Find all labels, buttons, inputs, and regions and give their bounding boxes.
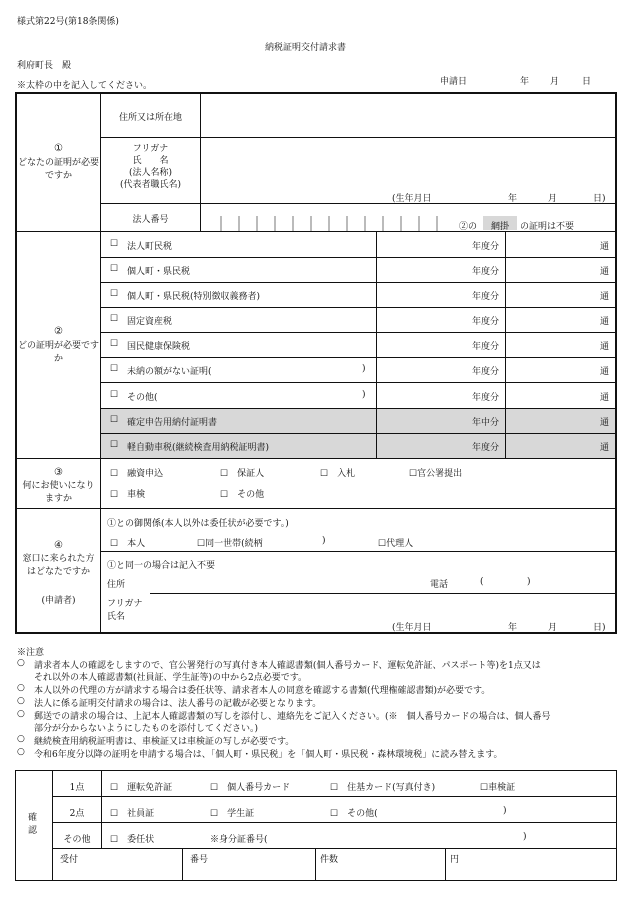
relation-close-paren: ) [322, 536, 326, 546]
section-4-number: ④ [54, 540, 63, 551]
confirm-my-number-card[interactable]: ☐ 個人番号カード [210, 783, 291, 793]
section-2-number: ② [54, 326, 63, 337]
birth-month: 月 [548, 194, 558, 204]
checkbox[interactable]: ☐ [110, 364, 119, 374]
purpose-bid[interactable]: ☐ 入札 [320, 469, 356, 479]
certificate-label: 個人町・県民税 [127, 267, 191, 277]
section-1-number: ① [54, 143, 63, 154]
note-bullet: ○ [17, 709, 25, 719]
confirm-row-2-head: 2点 [69, 809, 85, 819]
count-label: 通 [600, 267, 610, 277]
section-2-heading: どの証明が必要ですか [17, 341, 99, 364]
confirm-id-number-close: ) [523, 832, 527, 842]
count-label: 通 [600, 367, 610, 377]
applicant-name-label: 氏名 [107, 612, 126, 622]
purpose-other[interactable]: ☐ その他 [220, 490, 265, 500]
confirm-other-close: ) [503, 806, 507, 816]
applicant-birth-year: 年 [508, 623, 518, 633]
furigana-label: フリガナ [132, 144, 169, 154]
confirm-student-id[interactable]: ☐ 学生証 [210, 809, 255, 819]
checkbox[interactable]: ☐ [110, 339, 119, 349]
confirm-resident-card[interactable]: ☐ 住基カード(写真付き) [330, 783, 436, 793]
count-label: 通 [600, 443, 610, 453]
note-bullet: ○ [17, 696, 25, 706]
applicant-birth-day: 日) [593, 623, 606, 633]
yen-label: 円 [450, 855, 460, 865]
purpose-loan[interactable]: ☐ 融資申込 [110, 469, 164, 479]
form-title: 納税証明交付請求書 [265, 43, 347, 53]
applicant-address-label: 住所 [107, 580, 126, 590]
certificate-label: 国民健康保険税 [127, 342, 191, 352]
address-label: 住所又は所在地 [118, 113, 182, 123]
corp-name-label: (法人名称) [128, 168, 173, 178]
applicant-birth-month: 月 [548, 623, 558, 633]
checkbox[interactable]: ☐ [110, 440, 119, 450]
shading-note-highlight: 網掛 [490, 222, 509, 232]
request-date-label: 申請日 [440, 77, 468, 87]
birth-day: 日) [593, 194, 606, 204]
shading-note-prefix: ②の [459, 222, 478, 232]
period-label: 年度分 [472, 393, 500, 403]
note-line: 令和6年度分以降の証明を申請する場合は、「個人町・県民税」を「個人町・県民税・森林環境税」に読み替えます。 [34, 750, 503, 760]
applicant-address-field[interactable] [135, 570, 425, 590]
confirm-employee-id[interactable]: ☐ 社員証 [110, 809, 155, 819]
section-4-heading: 窓口に来られた方はどなたですか [22, 554, 95, 577]
certificate-label: 軽自動車税(継続検査用納税証明書) [127, 443, 270, 453]
confirm-id-number[interactable]: ※身分証番号( [210, 835, 268, 845]
name-label: 氏 名 [132, 156, 169, 166]
name-label-block [101, 143, 200, 191]
confirm-vehicle-certificate[interactable]: ☐車検証 [480, 783, 516, 793]
note-bullet: ○ [17, 683, 25, 693]
certificate-label: その他( [127, 393, 158, 403]
confirm-other[interactable]: ☐ その他( [330, 809, 378, 819]
section-1-heading: どなたの証明が必要ですか [17, 158, 99, 181]
birth-label: (生年月日 [392, 194, 432, 204]
note-line: 法人に係る証明交付請求の場合は、法人番号の記載が必要となります。 [34, 699, 322, 709]
applicant-furigana-label: フリガナ [107, 599, 143, 609]
period-label: 年度分 [472, 317, 500, 327]
relation-same-household[interactable]: ☐同一世帯(続柄 [197, 539, 263, 549]
request-date-day: 日 [582, 77, 592, 87]
form-number: 様式第22号(第18条関係) [17, 17, 119, 27]
note-bullet: ○ [17, 734, 25, 744]
purpose-vehicle-inspection[interactable]: ☐ 車検 [110, 490, 146, 500]
reception-label: 受付 [60, 855, 79, 865]
certificate-label: 個人町・県民税(特別徴収義務者) [127, 292, 261, 302]
period-label: 年度分 [472, 342, 500, 352]
period-label: 年中分 [472, 418, 500, 428]
period-label: 年度分 [472, 242, 500, 252]
checkbox[interactable]: ☐ [110, 390, 119, 400]
purpose-guarantor[interactable]: ☐ 保証人 [220, 469, 265, 479]
representative-label: (代表者職氏名) [119, 180, 182, 190]
address-field[interactable] [201, 94, 615, 137]
note-line: それ以外の本人確認書類(社員証、学生証等)の中から2点必要です。 [34, 673, 308, 683]
certificate-label: 確定申告用納付証明書 [127, 418, 218, 428]
request-date-month: 月 [550, 77, 560, 87]
birth-year: 年 [508, 194, 518, 204]
number-label: 番号 [190, 855, 209, 865]
count-label: 通 [600, 342, 610, 352]
period-label: 年度分 [472, 267, 500, 277]
note-line: 本人以外の代理の方が請求する場合は委任状等、請求者本人の同意を確認する書類(代理権確認書類)が必要です。 [34, 686, 491, 696]
same-as-1-note: ①と同一の場合は記入不要 [107, 561, 216, 571]
phone-close-paren: ) [527, 577, 531, 587]
applicant-phone-label: 電話 [430, 580, 449, 590]
relation-self[interactable]: ☐ 本人 [110, 539, 146, 549]
note-bullet: ○ [17, 747, 25, 757]
period-label: 年度分 [472, 367, 500, 377]
applicant-name-field[interactable] [152, 595, 614, 617]
certificate-label: 未納の額がない証明( [127, 367, 212, 377]
checkbox[interactable]: ☐ [110, 264, 119, 274]
instruction: ※太枠の中を記入してください。 [17, 81, 153, 91]
section-4-sub: (申請者) [41, 596, 76, 606]
confirm-power-of-attorney[interactable]: ☐ 委任状 [110, 835, 155, 845]
relation-agent[interactable]: ☐代理人 [378, 539, 414, 549]
confirm-row-3-head: その他 [63, 835, 91, 845]
count-label: 通 [600, 242, 610, 252]
period-label: 年度分 [472, 292, 500, 302]
shading-note-suffix: の証明は不要 [520, 222, 575, 232]
checkbox[interactable]: ☐ [110, 314, 119, 324]
confirm-row-1-head: 1点 [69, 783, 85, 793]
relation-label: ①との御関係(本人以外は委任状が必要です。) [107, 519, 289, 529]
section-3-number: ③ [54, 467, 63, 478]
note-line: 請求者本人の確認をしますので、官公署発行の写真付き本人確認書類(個人番号カード、運転免許証、パスポート等)を1点又は [34, 661, 541, 671]
corp-number-label: 法人番号 [132, 215, 169, 225]
notes-heading: ※注意 [17, 648, 45, 658]
phone-open-paren: ( [480, 577, 484, 587]
section-3-heading: 何にお使いになりますか [22, 481, 95, 504]
corp-number-field[interactable] [201, 204, 453, 231]
note-line: 部分が分からないようにしたものを添付してください。) [34, 724, 259, 734]
applicant-birth-label: (生年月日 [392, 623, 432, 633]
certificate-label: 法人町民税 [127, 242, 173, 252]
checkbox[interactable]: ☐ [110, 289, 119, 299]
name-field[interactable] [201, 138, 615, 188]
applicant-phone-field[interactable] [486, 570, 526, 590]
note-line: 郵送での請求の場合は、上記本人確認書類の写しを添付し、連絡先をご記入ください。(※ 個人番号カードの場合は、個人番号 [34, 712, 551, 722]
checkbox[interactable]: ☐ [110, 415, 119, 425]
note-bullet: ○ [17, 658, 25, 668]
checkbox[interactable]: ☐ [110, 239, 119, 249]
period-label: 年度分 [472, 443, 500, 453]
corp-number-digit-boxes [201, 204, 453, 231]
count-label: 件数 [320, 855, 339, 865]
certificate-label: 固定資産税 [127, 317, 173, 327]
confirm-drivers-license[interactable]: ☐ 運転免許証 [110, 783, 173, 793]
close-paren: ) [362, 390, 366, 400]
count-label: 通 [600, 317, 610, 327]
note-line: 継続検査用納税証明書は、車検証又は車検証の写しが必要です。 [34, 737, 295, 747]
count-label: 通 [600, 393, 610, 403]
addressee: 利府町長 殿 [17, 61, 72, 71]
confirm-label: 確認 [28, 813, 38, 836]
count-label: 通 [600, 292, 610, 302]
request-date-year: 年 [520, 77, 530, 87]
count-label: 通 [600, 418, 610, 428]
purpose-government-office[interactable]: ☐官公署提出 [409, 469, 463, 479]
close-paren: ) [362, 364, 366, 374]
